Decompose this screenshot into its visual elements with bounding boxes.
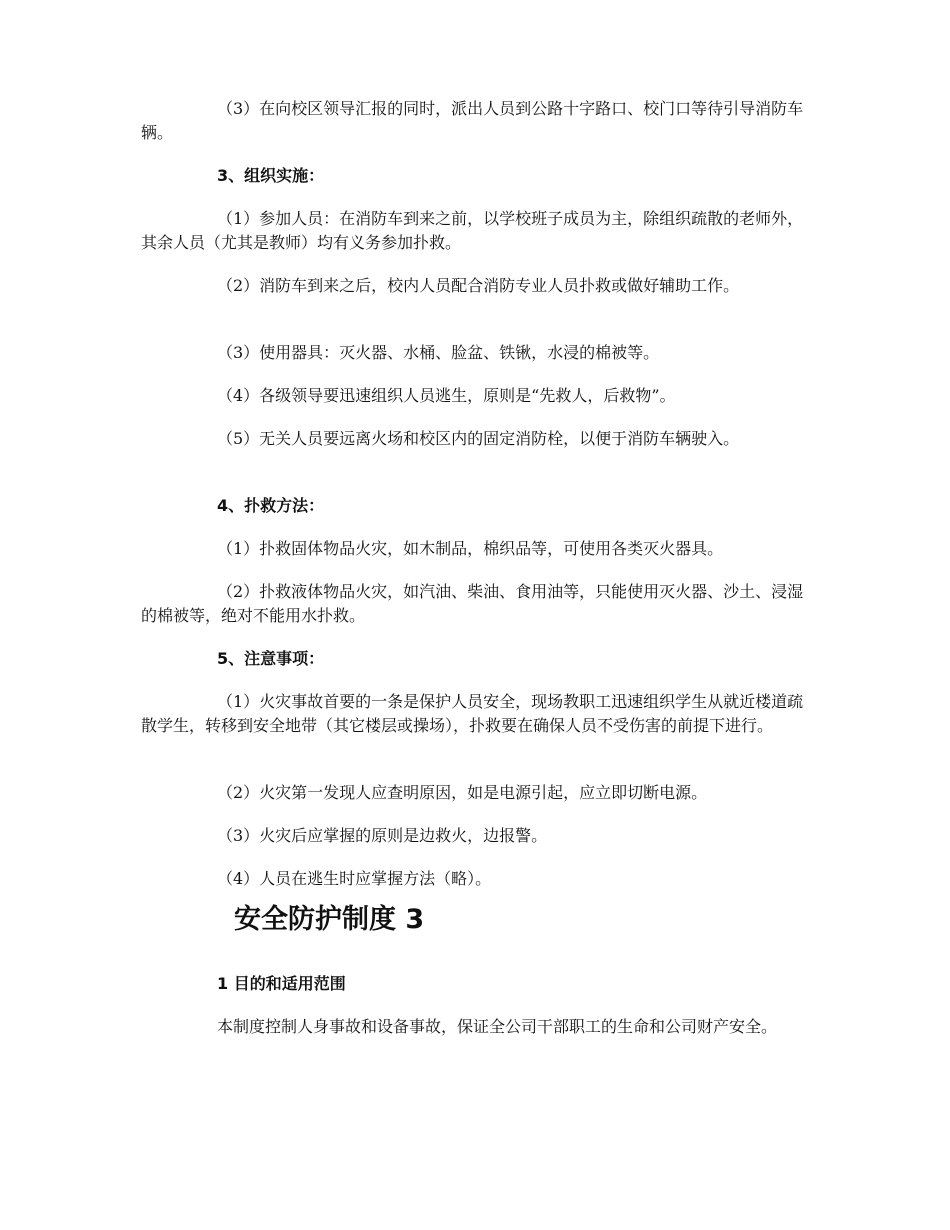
heading-organize-implementation: 3、组织实施：: [217, 166, 325, 185]
paragraph-3-3: （3）在向校区领导汇报的同时，派出人员到公路十字路口、校门口等待引导消防车辆。: [141, 99, 804, 142]
body-paragraph: 本制度控制人身事故和设备事故，保证全公司干部职工的生命和公司财产安全。: [217, 1017, 778, 1036]
paragraph-unrelated-personnel: （5）无关人员要远离火场和校区内的固定消防栓，以便于消防车辆驶入。: [217, 429, 740, 448]
paragraph-after-fire-truck: （2）消防车到来之后，校内人员配合消防专业人员扑救或做好辅助工作。: [217, 276, 740, 295]
heading-rescue-methods: 4、扑救方法：: [217, 496, 325, 515]
heading-precautions: 5、注意事项：: [217, 649, 325, 668]
paragraph-after-fire-principle: （3）火灾后应掌握的原则是边救火，边报警。: [217, 826, 548, 845]
paragraph-equipment: （3）使用器具：灭火器、水桶、脸盆、铁锹，水浸的棉被等。: [217, 343, 660, 362]
section-title: 安全防护制度 3: [234, 904, 425, 935]
paragraph-liquid-fire: （2）扑救液体物品火灾，如汽油、柴油、食用油等，只能使用灭火器、沙土、浸湿的棉被等，绝对不能用水扑救。: [141, 582, 804, 625]
paragraph-leaders-escape: （4）各级领导要迅速组织人员逃生，原则是“先救人，后救物”。: [217, 386, 676, 405]
paragraph-personnel-safety: （1）火灾事故首要的一条是保护人员安全，现场教职工迅速组织学生从就近楼道疏散学生，转移到安全地带（其它楼层或操场），扑救要在确保人员不受伤害的前提下进行。: [141, 692, 804, 735]
paragraph-escape-method: （4）人员在逃生时应掌握方法（略）。: [217, 869, 492, 888]
paragraph-solid-fire: （1）扑救固体物品火灾，如木制品，棉织品等，可使用各类灭火器具。: [217, 539, 724, 558]
paragraph-participants: （1）参加人员：在消防车到来之前，以学校班子成员为主，除组织疏散的老师外，其余人员（尤其是教师）均有义务参加扑救。: [141, 209, 804, 252]
paragraph-first-discoverer: （2）火灾第一发现人应查明原因，如是电源引起，应立即切断电源。: [217, 783, 708, 802]
subsection-heading: 1 目的和适用范围: [217, 974, 346, 993]
